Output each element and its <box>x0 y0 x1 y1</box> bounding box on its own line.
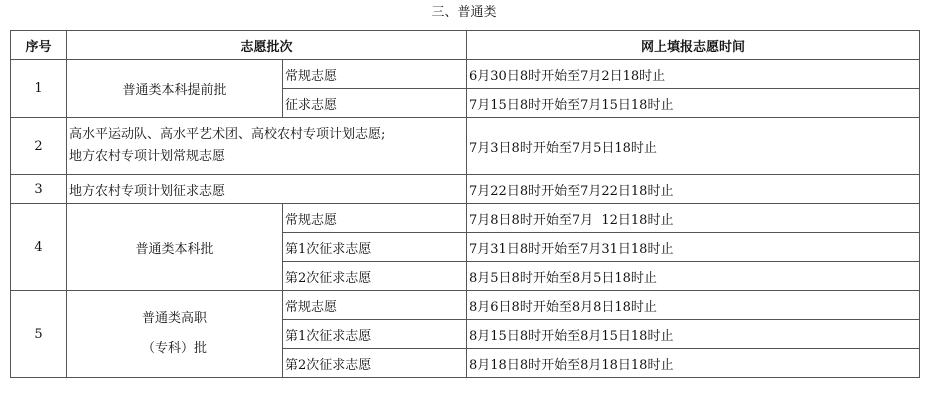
row-seq: 4 <box>11 204 67 291</box>
row-volunteer-type: 第1次征求志愿 <box>283 320 467 349</box>
row-batch: 地方农村专项计划征求志愿 <box>67 175 467 204</box>
row-batch-line: 高水平运动队、高水平艺术团、高校农村专项计划志愿; <box>69 127 386 142</box>
row-batch <box>67 291 283 378</box>
row-time: 8月6日8时开始至8月8日18时止 <box>467 291 920 320</box>
header-time: 网上填报志愿时间 <box>467 31 920 60</box>
section-caption: 三、普通类 <box>431 5 497 20</box>
row-seq: 5 <box>11 291 67 378</box>
schedule-table <box>10 30 920 378</box>
row-seq: 2 <box>11 118 67 175</box>
row-batch <box>67 118 467 175</box>
row-batch: 普通类本科批 <box>67 204 283 291</box>
table-row <box>11 291 920 320</box>
table-row <box>11 175 920 204</box>
row-time: 8月15日8时开始至8月15日18时止 <box>467 320 920 349</box>
row-time: 8月18日8时开始至8月18日18时止 <box>467 349 920 378</box>
row-batch-line: （专科）批 <box>141 341 207 356</box>
row-volunteer-type: 第2次征求志愿 <box>283 262 467 291</box>
table-row <box>11 60 920 89</box>
table-row <box>11 204 920 233</box>
row-time: 7月3日8时开始至7月5日18时止 <box>467 118 920 175</box>
row-time: 7月8日8时开始至7月 12日18时止 <box>467 204 920 233</box>
row-seq: 1 <box>11 60 67 118</box>
row-batch: 普通类本科提前批 <box>67 60 283 118</box>
header-seq: 序号 <box>11 31 67 60</box>
table-row <box>11 118 920 175</box>
row-batch-line: 地方农村专项计划常规志愿 <box>69 149 226 164</box>
row-volunteer-type: 常规志愿 <box>283 60 467 89</box>
row-time: 6月30日8时开始至7月2日18时止 <box>467 60 920 89</box>
row-volunteer-type: 征求志愿 <box>283 89 467 118</box>
table-header-row <box>11 31 920 60</box>
row-time: 7月15日8时开始至7月15日18时止 <box>467 89 920 118</box>
row-time: 7月31日8时开始至7月31日18时止 <box>467 233 920 262</box>
row-volunteer-type: 第1次征求志愿 <box>283 233 467 262</box>
row-seq: 3 <box>11 175 67 204</box>
row-volunteer-type: 第2次征求志愿 <box>283 349 467 378</box>
row-time: 8月5日8时开始至8月5日18时止 <box>467 262 920 291</box>
row-time: 7月22日8时开始至7月22日18时止 <box>467 175 920 204</box>
row-batch-line: 普通类高职 <box>141 311 207 326</box>
row-volunteer-type: 常规志愿 <box>283 204 467 233</box>
row-volunteer-type: 常规志愿 <box>283 291 467 320</box>
header-batch: 志愿批次 <box>67 31 467 60</box>
